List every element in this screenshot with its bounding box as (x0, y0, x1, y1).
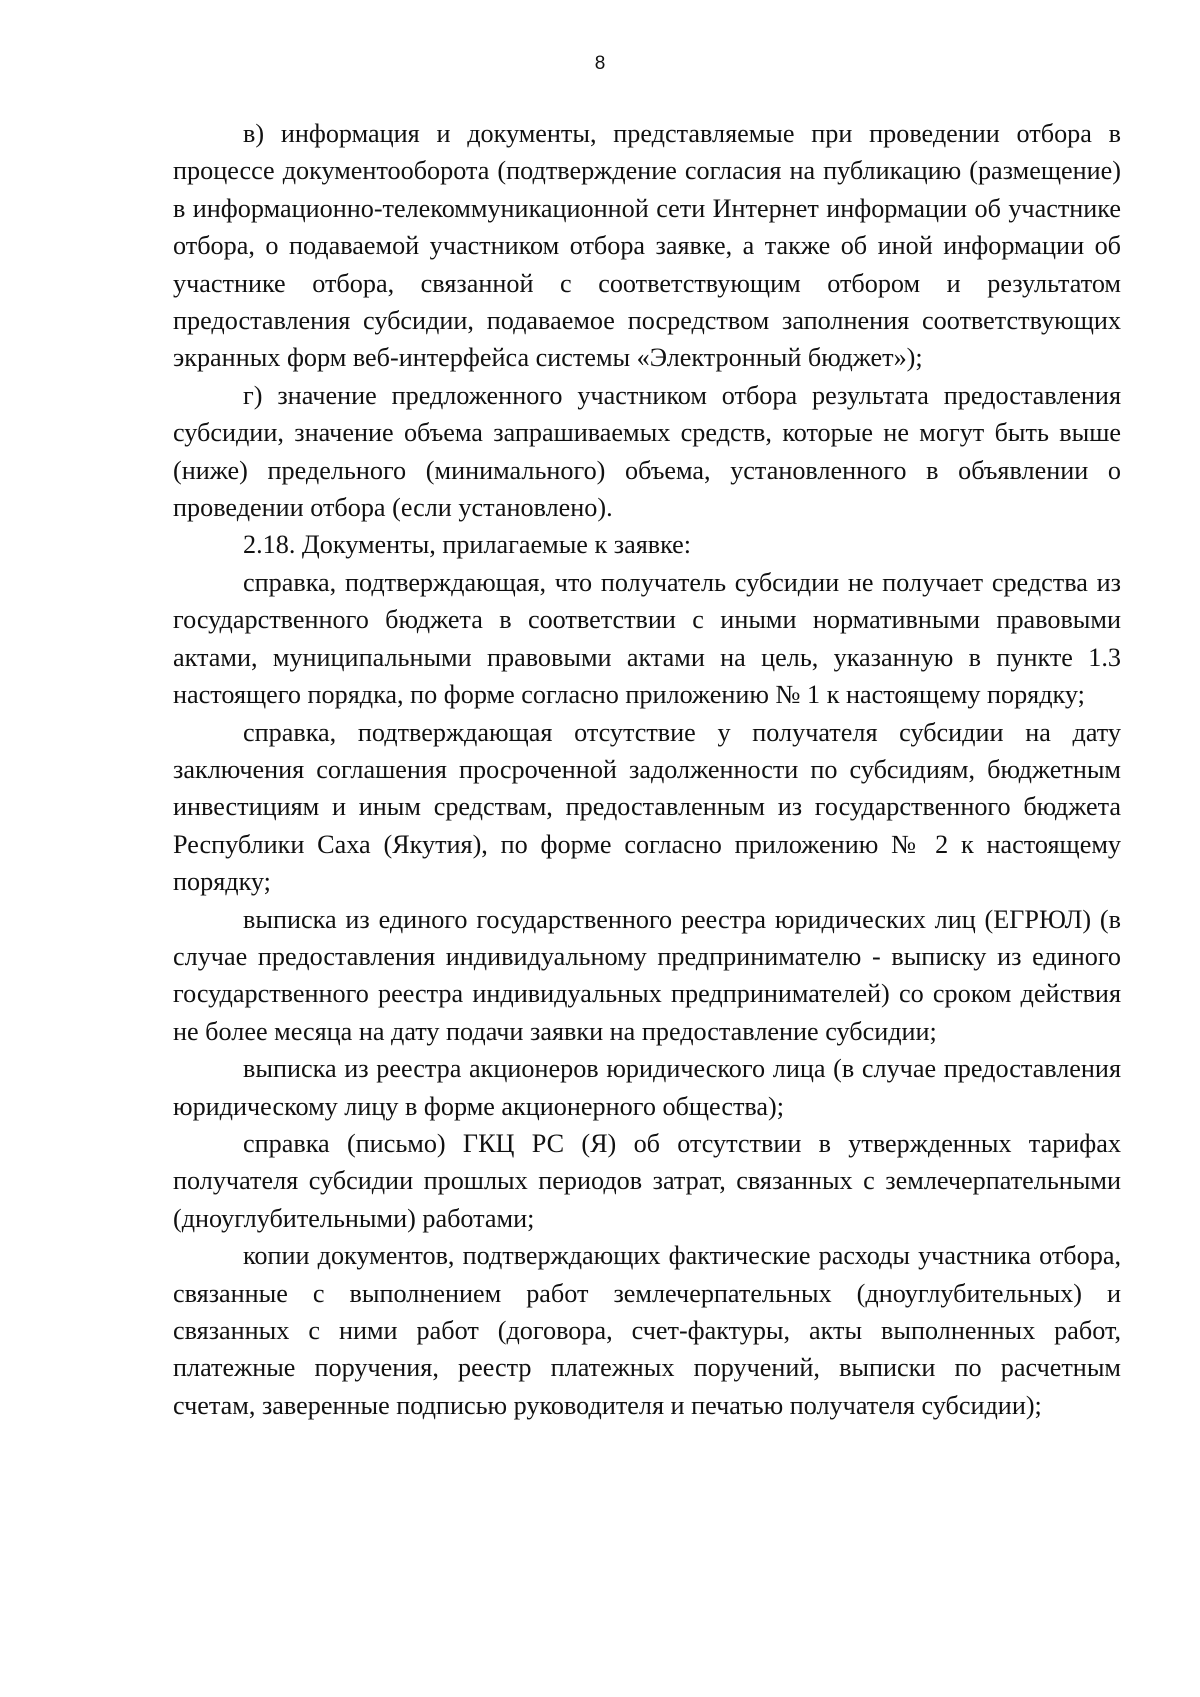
paragraph-certificate-no-debt: справка, подтверждающая отсутствие у получателя субсидии на дату заключения соглашения просроченной задолженности по субсидиям, бюджетным инвестициям и иным средствам, предоставленным из государственного бюджета Республики Саха (Якутия), по форме согласно приложению № 2 к настоящему порядку; (173, 717, 1121, 897)
page-number: 8 (594, 53, 606, 74)
paragraph-gkc-letter: справка (письмо) ГКЦ РС (Я) об отсутствии в утвержденных тарифах получателя субсидии прошлых периодов затрат, связанных с землечерпательными (дноуглубительными) работами; (173, 1128, 1121, 1233)
paragraph-2-18-heading: 2.18. Документы, прилагаемые к заявке: (243, 530, 692, 560)
paragraph-g-result-value: г) значение предложенного участником отбора результата предоставления субсидии, значение объема запрашиваемых средств, которые не могут быть выше (ниже) предельного (минимального) объема, установленного в объявлении о проведении отбора (если установлено). (173, 380, 1121, 523)
paragraph-shareholders-register: выписка из реестра акционеров юридического лица (в случае предоставления юридическому лицу в форме акционерного общества); (173, 1054, 1121, 1121)
paragraph-certificate-no-funds: справка, подтверждающая, что получатель субсидии не получает средства из государственного бюджета в соответствии с иными нормативными правовыми актами, муниципальными правовыми актами на цель, указанную в пункте 1.3 настоящего порядка, по форме согласно приложению № 1 к настоящему порядку; (173, 567, 1121, 710)
document-body (173, 115, 1121, 1424)
paragraph-v-info-documents: в) информация и документы, представляемые при проведении отбора в процессе документооборота (подтверждение согласия на публикацию (размещение) в информационно-телекоммуникационной сети Интернет информации об участнике отбора, о подаваемой участником отбора заявке, а также об иной информации об участнике отбора, связанной с соответствующим отбором и результатом предоставления субсидии, подаваемое посредством заполнения соответствующих экранных форм веб-интерфейса системы «Электронный бюджет»); (173, 119, 1121, 373)
paragraph-egrul-extract: выписка из единого государственного реестра юридических лиц (ЕГРЮЛ) (в случае предоставления индивидуальному предпринимателю - выписку из единого государственного реестра индивидуальных предпринимателей) со сроком действия не более месяца на дату подачи заявки на предоставление субсидии; (173, 904, 1121, 1046)
paragraph-expense-documents: копии документов, подтверждающих фактические расходы участника отбора, связанные с выполнением работ землечерпательных (дноуглубительных) и связанных с ними работ (договора, счет-фактуры, акты выполненных работ, платежные поручения, реестр платежных поручений, выписки по расчетным счетам, заверенные подписью руководителя и печатью получателя субсидии); (173, 1241, 1121, 1420)
